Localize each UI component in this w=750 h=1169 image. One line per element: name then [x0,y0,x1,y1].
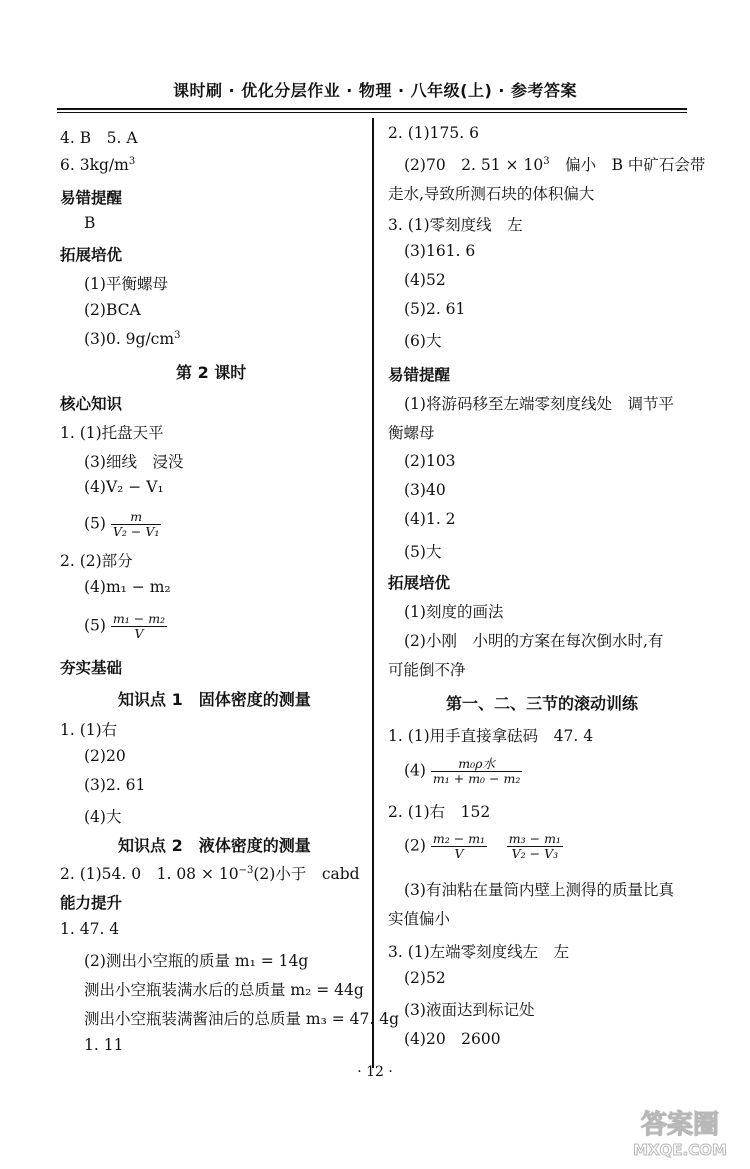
answer-line: 3. (1)左端零刻度线左 左 [388,943,570,961]
answer-line: 1. 11 [84,1036,124,1054]
page-number: · 12 · [357,1064,393,1080]
answer-line: (4)20 2600 [404,1030,501,1048]
section-heading: 夯实基础 [60,659,123,677]
answer-line: (2)52 [404,969,446,987]
fraction: $\frac{\text{m₃ − m₁}}{\text{V₂ − V₃}}$ [508,831,561,861]
answer-line: B [84,214,96,232]
answer-line: (1)平衡螺母 [84,275,168,293]
answer-line: (1)将游码移至左端零刻度线处 调节平 [404,395,674,413]
answer-line: (3)40 [404,481,446,499]
answer-line: (3)0. $9g/cm^3$ [84,330,181,349]
answer-line: (3)细线 浸没 [84,453,184,471]
answer-line: 3. (1)零刻度线 左 [388,216,523,234]
header-rule-thin [57,112,687,113]
answer-line: (3)有油粘在量筒内壁上测得的质量比真 [404,881,674,899]
watermark-logo [625,1105,735,1161]
answer-line: (4)V₂ − V₁ [84,478,164,496]
section-heading: 易错提醒 [60,189,123,207]
answer-line: 测出小空瓶装满水后的总质量 m₂ = 44g [84,981,364,999]
answer-line: (2)20 [84,747,126,765]
answer-line: (4)m₁ − m₂ [84,578,171,596]
column-divider [372,118,374,1068]
answer-line: (4)1. 2 [404,510,456,528]
answer-line: 测出小空瓶装满酱油后的总质量 m₃ = 47. 4g [84,1010,400,1028]
answer-line: (4)52 [404,271,446,289]
answer-line: 1. 47. 4 [60,920,120,938]
answer-line: 可能倒不净 [388,661,466,679]
knowledge-point-title: 知识点 1 固体密度的测量 [118,690,311,709]
answer-line: (5) $\frac{\text{m₁ − m₂}}{V}$ [84,611,166,641]
answer-line: (5)大 [404,543,442,561]
answer-line: 2. (1)54. 0 1. $08 \times 10^{-3}(2)$小于 cabd [60,864,360,883]
answer-line: 衡螺母 [388,424,435,442]
answer-line: 走水,导致所测石块的体积偏大 [388,185,595,203]
answer-line: (2)测出小空瓶的质量 m₁ = 14g [84,952,309,970]
answer-line: (3)161. 6 [404,242,476,260]
answer-line: (3)2. 61 [84,776,146,794]
answer-line: 4. B 5. A [60,129,138,147]
answer-line: (6)大 [404,332,442,350]
answer-line: (2)小刚 小明的方案在每次倒水时,有 [404,632,664,650]
answer-line: (2)103 [404,452,456,470]
watermark-brand-top: 答案圈 [640,1110,720,1140]
section-heading: 核心知识 [60,395,123,413]
knowledge-point-title: 知识点 2 液体密度的测量 [118,836,311,855]
answer-line: 2. (2)部分 [60,552,133,570]
answer-line: 6. $3kg/m^3$ [60,156,136,175]
fraction: $\frac{\text{m₂ − m₁}}{V}$ [432,831,486,861]
answer-line: (4)大 [84,808,122,826]
answer-line: (2) $\frac{\text{m₂ − m₁}}{V}$ $\frac{\text{m₃ − m₁}}{\text{V₂ − V₃}}$ [404,831,561,861]
answer-line: 2. (1)175. 6 [388,124,479,142]
watermark-brand-bottom: MXQE.COM [633,1141,727,1159]
section-heading: 拓展培优 [388,574,451,592]
fraction: $\frac{\text{m₁ − m₂}}{V}$ [112,611,166,641]
answer-line: 1. (1)托盘天平 [60,424,164,442]
answer-line: (3)液面达到标记处 [404,1001,535,1019]
fraction: $\frac{\text{m₀ρ水}}{\text{m₁ + m₀ − m₂}}$ [432,756,521,786]
answer-line: 1. (1)用手直接拿砝码 47. 4 [388,727,594,745]
page-header: 课时刷 · 优化分层作业 · 物理 · 八年级(上) · 参考答案 [172,81,577,100]
answer-line: 2. (1)右 152 [388,803,491,821]
lesson-title: 第 2 课时 [176,363,247,382]
answer-line: (2)70 2. $51 \times 10^3$ 偏小 B 中矿石会带 [404,155,706,174]
review-section-title: 第一、二、三节的滚动训练 [446,694,639,713]
answer-line: 1. (1)右 [60,721,118,739]
section-heading: 拓展培优 [60,246,123,264]
section-heading: 易错提醒 [388,366,451,384]
answer-line: (1)刻度的画法 [404,603,504,621]
section-heading: 能力提升 [60,894,123,912]
fraction: $\frac{m}{\text{V₂ − V₁}}$ [112,509,160,539]
header-rule [57,108,687,110]
answer-line: (5) $\frac{m}{\text{V₂ − V₁}}$ [84,509,160,539]
answer-line: 实值偏小 [388,910,451,928]
answer-line: (2)BCA [84,301,141,319]
answer-line: (4) $\frac{\text{m₀ρ水}}{\text{m₁ + m₀ − m₂}}$ [404,756,521,786]
answer-line: (5)2. 61 [404,300,466,318]
